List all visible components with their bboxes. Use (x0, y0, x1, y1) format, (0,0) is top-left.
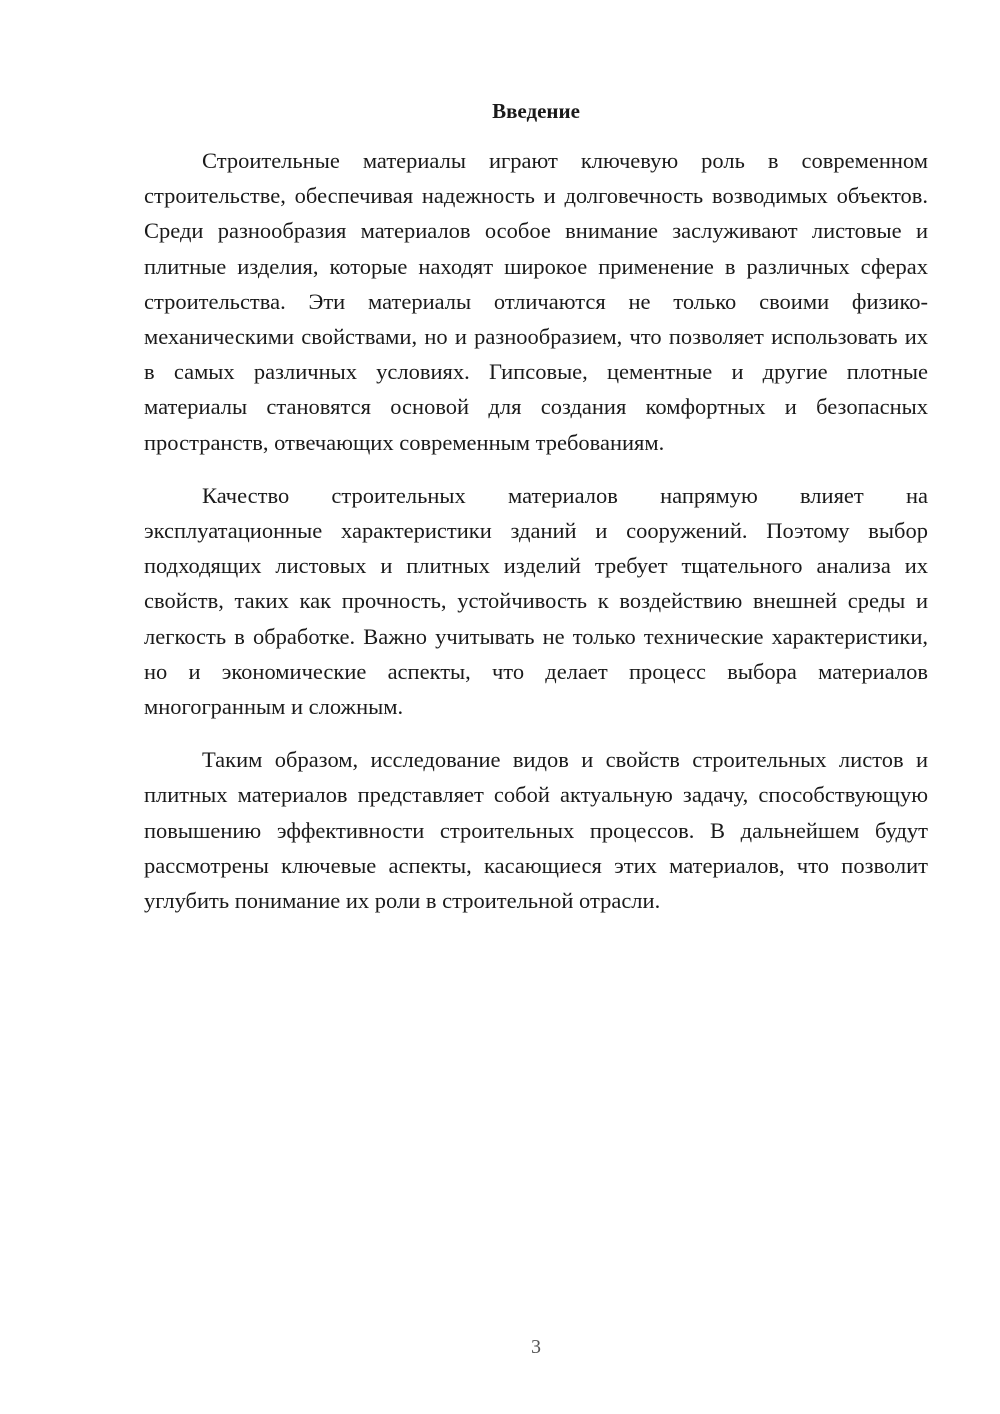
paragraph-3: Таким образом, исследование видов и свойств строительных листов и плитных материалов представляет собой актуальную задачу, способствующую повышению эффективности строительных процессов. В дальнейшем будут рассмотрены ключевые аспекты, касающиеся этих материалов, что позволит углубить понимание их роли в строительной отрасли. (144, 747, 928, 914)
section-title: Введение (492, 99, 580, 123)
paragraph-1: Строительные материалы играют ключевую роль в современном строительстве, обеспечивая надежность и долговечность возводимых объектов. Среди разнообразия материалов особое внимание заслуживают листовые и плитные изделия, которые находят широкое применение в различных сферах строительства. Эти материалы отличаются не только своими физико-механическими свойствами, но и разнообразием, что позволяет использовать их в самых различных условиях. Гипсовые, цементные и другие плотные материалы становятся основой для создания комфортных и безопасных пространств, отвечающих современным требованиям. (144, 148, 928, 455)
body-text (144, 143, 928, 936)
page-number: 3 (531, 1336, 541, 1358)
paragraph-2: Качество строительных материалов напрямую влияет на эксплуатационные характеристики зданий и сооружений. Поэтому выбор подходящих листовых и плитных изделий требует тщательного анализа их свойств, таких как прочность, устойчивость к воздействию внешней среды и легкость в обработке. Важно учитывать не только технические характеристики, но и экономические аспекты, что делает процесс выбора материалов многогранным и сложным. (144, 482, 928, 720)
